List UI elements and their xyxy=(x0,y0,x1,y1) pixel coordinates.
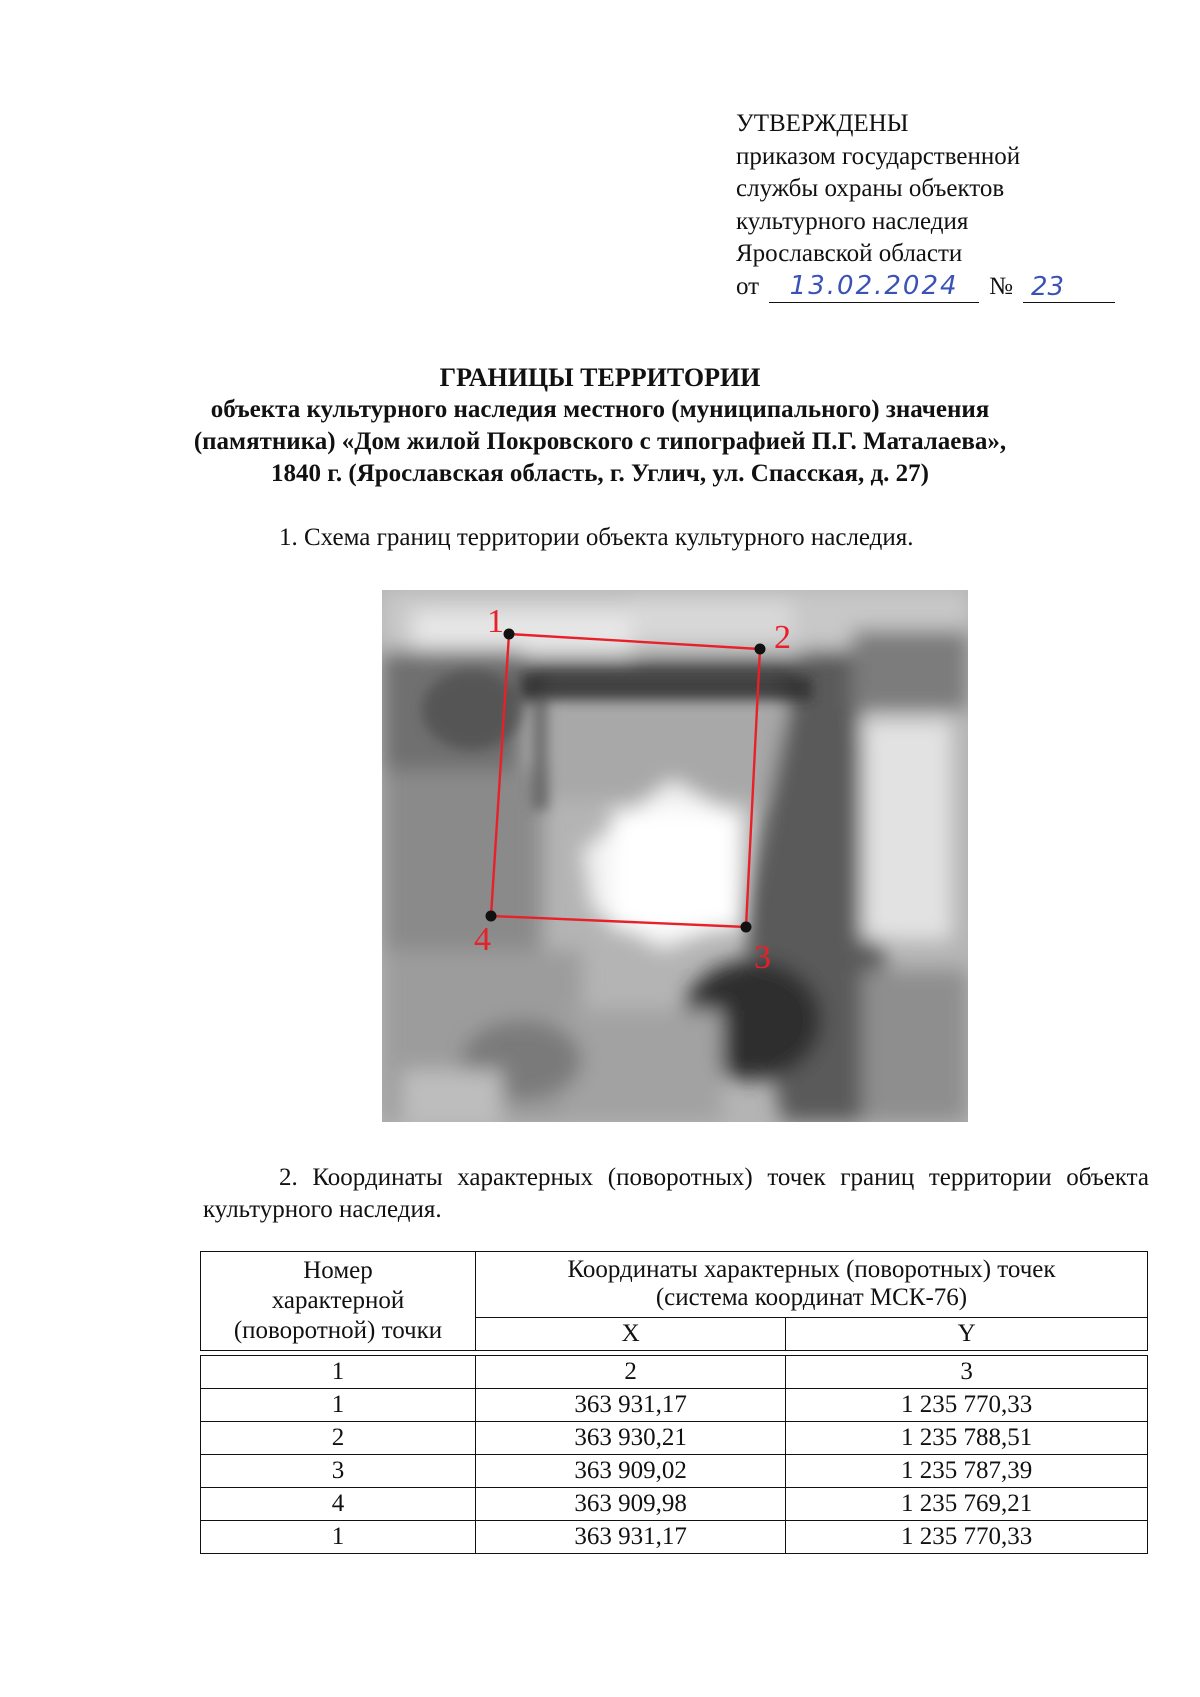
header-y: Y xyxy=(786,1317,1148,1350)
order-date: 13.02.2024 xyxy=(769,272,979,303)
title-main: ГРАНИЦЫ ТЕРРИТОРИИ xyxy=(439,363,761,392)
cell-y: 1 235 770,33 xyxy=(786,1389,1148,1422)
cell-num: 1 xyxy=(201,1389,476,1422)
aerial-photo xyxy=(382,590,968,1122)
title-line: объекта культурного наследия местного (муниципального) значения xyxy=(210,396,990,423)
cell-y: 1 235 770,33 xyxy=(786,1521,1148,1554)
header-coord-line: (система координат МСК-76) xyxy=(655,1284,968,1312)
index-row xyxy=(201,1356,1148,1389)
table-row xyxy=(201,1389,1148,1422)
index-cell: 3 xyxy=(786,1356,1148,1389)
approval-line: Ярославской области xyxy=(736,240,963,267)
boundary-scheme-map xyxy=(382,590,968,1122)
table-row xyxy=(201,1422,1148,1455)
cell-y: 1 235 769,21 xyxy=(786,1488,1148,1521)
boundary-point-marker xyxy=(504,629,515,640)
cell-num: 4 xyxy=(201,1488,476,1521)
coordinates-table xyxy=(200,1251,1148,1554)
approval-line: культурного наследия xyxy=(736,207,969,235)
boundary-point-label: 4 xyxy=(474,921,491,958)
order-number: 23 xyxy=(1023,273,1115,303)
cell-x: 363 931,17 xyxy=(476,1521,786,1554)
cell-num: 3 xyxy=(201,1455,476,1488)
approval-line: приказом государственной xyxy=(736,142,1021,170)
number-sign: № xyxy=(989,272,1013,300)
title-line: 1840 г. (Ярославская область, г. Углич, ул. Спасская, д. 27) xyxy=(271,460,929,487)
from-label: от xyxy=(736,272,760,300)
index-cell: 2 xyxy=(476,1356,786,1389)
index-cell: 1 xyxy=(201,1356,476,1389)
header-coord-line: Координаты характерных (поворотных) точек xyxy=(567,1256,1056,1284)
approval-block xyxy=(736,108,1115,303)
header-num-line: (поворотной) точки xyxy=(233,1317,443,1344)
cell-x: 363 909,98 xyxy=(476,1488,786,1521)
approval-heading: УТВЕРЖДЕНЫ xyxy=(736,110,909,137)
header-num-line: характерной xyxy=(271,1287,405,1314)
table-row xyxy=(201,1455,1148,1488)
boundary-point-marker xyxy=(741,922,752,933)
header-x: X xyxy=(476,1317,786,1350)
boundary-point-label: 3 xyxy=(754,939,771,976)
boundary-point-marker xyxy=(755,644,766,655)
table-row xyxy=(201,1521,1148,1554)
section-2-heading: 2. Координаты характерных (поворотных) точек границ территории объекта культурного наследия. xyxy=(203,1164,1149,1223)
boundary-point-marker xyxy=(486,911,497,922)
header-coordinates xyxy=(476,1252,1148,1318)
cell-y: 1 235 787,39 xyxy=(786,1455,1148,1488)
cell-x: 363 930,21 xyxy=(476,1422,786,1455)
cell-x: 363 909,02 xyxy=(476,1455,786,1488)
boundary-point-label: 2 xyxy=(774,619,791,656)
header-num-line: Номер xyxy=(303,1257,373,1284)
cell-y: 1 235 788,51 xyxy=(786,1422,1148,1455)
cell-x: 363 931,17 xyxy=(476,1389,786,1422)
order-reference xyxy=(736,271,1115,304)
header-point-number xyxy=(201,1252,476,1351)
section-1-heading: 1. Схема границ территории объекта культурного наследия. xyxy=(279,524,914,551)
cell-num: 2 xyxy=(201,1422,476,1455)
document-title xyxy=(150,362,1050,490)
approval-line: службы охраны объектов xyxy=(736,175,1005,202)
table-row xyxy=(201,1488,1148,1521)
title-line: (памятника) «Дом жилой Покровского с типографией П.Г. Маталаева», xyxy=(193,428,1007,455)
cell-num: 1 xyxy=(201,1521,476,1554)
boundary-point-label: 1 xyxy=(487,603,504,640)
